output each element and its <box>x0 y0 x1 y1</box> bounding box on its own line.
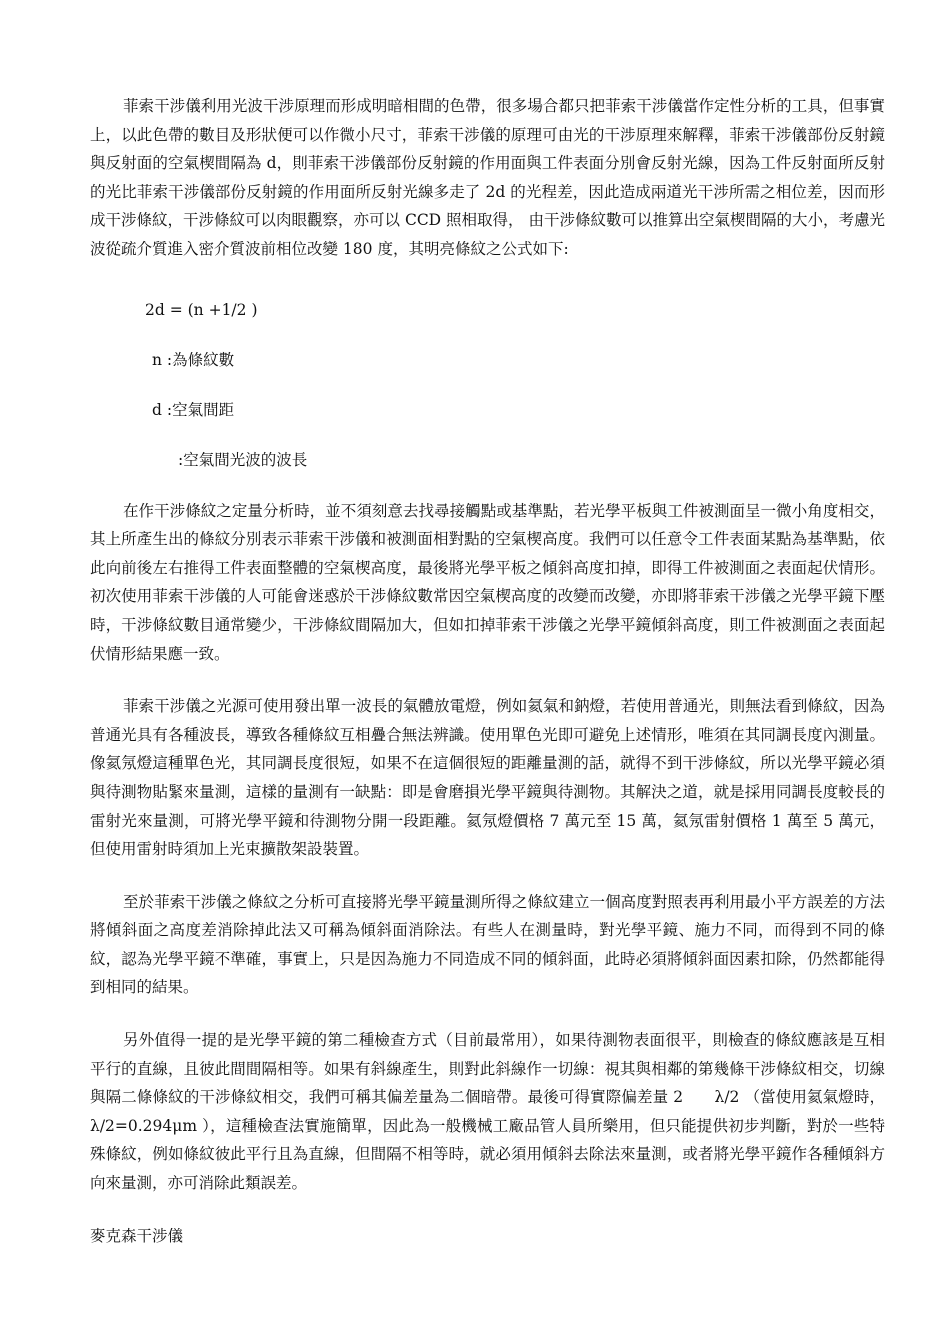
paragraph-quantitative-analysis: 在作干涉條紋之定量分析時，並不須刻意去找尋接觸點或基準點，若光學平板與工件被測面呈一微小角度相交，其上所產生出的條紋分別表示菲索干涉儀和被測面相對點的空氣楔高度。我們可以任意令工件表面某點為基準點，依此向前後左右推得工件表面整體的空氣楔高度，最後將光學平板之傾斜高度扣掉，即得工件被測面之表面起伏情形。初次使用菲索干涉儀的人可能會迷惑於干涉條紋數常因空氣楔高度的改變而改變，亦即將菲索干涉儀之光學平鏡下壓時，干涉條紋數目通常變少，干涉條紋間隔加大，但如扣掉菲索干涉儀之光學平鏡傾斜高度，則工件被測面之表面起伏情形結果應一致。 <box>90 501 885 663</box>
definition-wavelength: :空氣間光波的波長 <box>178 450 308 469</box>
paragraph-fizeau-principle: 菲索干涉儀利用光波干涉原理而形成明暗相間的色帶，很多場合都只把菲索干涉儀當作定性分析的工具，但事實上，以此色帶的數目及形狀便可以作微小尺寸，菲索干涉儀的原理可由光的干涉原理來解釋，菲索干涉儀部份反射鏡與反射面的空氣楔間隔為 d，則菲索干涉儀部份反射鏡的作用面與工件表面分別會反射光線，因為工件反射面所反射的光比菲索干涉儀部份反射鏡的作用面所反射光線多走了 2d 的光程差，因此造成兩道光干涉所需之相位差，因而形成干涉條紋，干涉條紋可以肉眼觀察，亦可以 CCD 照相取得， 由干涉條紋數可以推算出空氣楔間隔的大小，考慮光波從疏介質進入密介質波前相位改變 180 度，其明亮條紋之公式如下: <box>90 97 885 258</box>
bright-fringe-formula: 2d = (n +1/2 ) <box>145 300 258 319</box>
definition-d: d :空氣間距 <box>152 400 235 419</box>
paragraph-light-source: 菲索干涉儀之光源可使用發出單一波長的氣體放電燈，例如氦氣和鈉燈，若使用普通光，則無法看到條紋，因為普通光具有各種波長，導致各種條紋互相疊合無法辨識。使用單色光即可避免上述情形，唯須在其同調長度內測量。像氦氖燈這種單色光，其同調長度很短，如果不在這個很短的距離量測的話，就得不到干涉條紋，所以光學平鏡必須與待測物貼緊來量測，這樣的量測有一缺點：即是會磨損光學平鏡與待測物。其解決之道，就是採用同調長度較長的雷射光來量測，可將光學平鏡和待測物分開一段距離。氦氖燈價格 7 萬元至 15 萬，氦氖雷射價格 1 萬至 5 萬元，但使用雷射時須加上光束擴散架設裝置。 <box>90 697 885 859</box>
formula-block <box>90 297 885 473</box>
document-page <box>90 92 885 1250</box>
definition-n: n :為條紋數 <box>152 350 235 369</box>
section-heading-michelson: 麥克森干涉儀 <box>90 1226 184 1245</box>
paragraph-second-inspection-method: 另外值得一提的是光學平鏡的第二種檢查方式（目前最常用），如果待測物表面很平，則檢查的條紋應該是互相平行的直線，且彼此間間隔相等。如果有斜線產生，則對此斜線作一切線：視其與相鄰的第幾條干涉條紋相交，切線與隔二條條紋的干涉條紋相交，我們可稱其偏差量為二個暗帶。最後可得實際偏差量 2 λ/2 （當使用氦氣燈時， λ/2=0.294μm ），這種檢查法實施簡單，因此為一般機械工廠品管人員所樂用，但只能提供初步判斷，對於一些特殊條紋，例如條紋彼此平行且為直線，但間隔不相等時，就必須用傾斜去除法來量測，或者將光學平鏡作各種傾斜方向來量測，亦可消除此類誤差。 <box>90 1031 885 1193</box>
paragraph-fringe-analysis: 至於菲索干涉儀之條紋之分析可直接將光學平鏡量測所得之條紋建立一個高度對照表再利用最小平方誤差的方法將傾斜面之高度差消除掉此法又可稱為傾斜面消除法。有些人在測量時，對光學平鏡、施力不同，而得到不同的條紋，認為光學平鏡不準確，事實上，只是因為施力不同造成不同的傾斜面，此時必須將傾斜面因素扣除，仍然都能得到相同的結果。 <box>90 892 885 997</box>
